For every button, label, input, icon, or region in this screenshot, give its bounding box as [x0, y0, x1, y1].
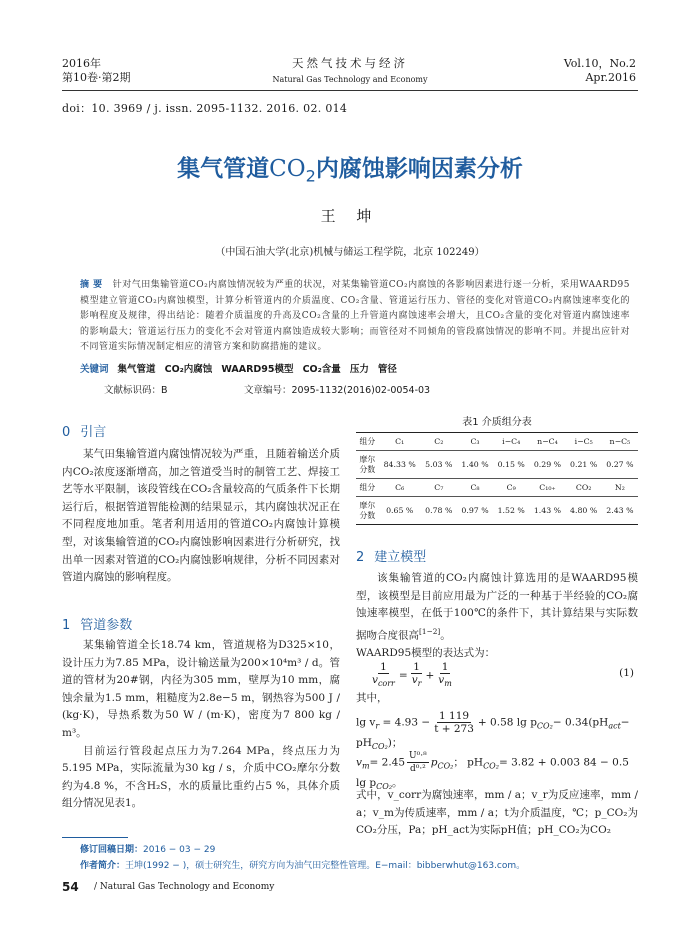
eq1-t1-den-sub: r [417, 679, 422, 689]
eq1-lhs-den: v [372, 674, 378, 686]
table-cell: 0.78 % [421, 497, 457, 525]
section-number: 2 [356, 550, 365, 565]
author-bio-text: 王坤(1992 − )，硕士研究生，研究方向为油气田完整性管理。E−mail：bibberwhut@163.com。 [125, 861, 526, 871]
eq2-c-sub: CO₂ [536, 721, 553, 731]
section-0-heading [62, 421, 106, 440]
eq3-b: = 2.45 [369, 756, 406, 769]
eq2-a-sub: r [375, 721, 380, 731]
table-row [356, 451, 638, 479]
article-number: 文章编号：2095-1132(2016)02-0054-03 [244, 385, 431, 396]
model-paragraph-2: WAARD95模型的表达式为： [356, 646, 496, 659]
table-cell: C₁₀₊ [529, 479, 565, 497]
eq1-term2 [436, 661, 454, 690]
table-row [356, 433, 638, 451]
received-date [80, 842, 525, 858]
intro-paragraph: 某气田集输管道内腐蚀情况较为严重，且随着输送介质内CO₂浓度逐渐增高，加之管道受当时的制管工艺、焊接工艺等水平限制，该段管线在CO₂含量较高的气质条件下长期运行后，根据管道智能检测的结果显示，其内腐蚀状况正在不同程度地加重。笔者利用适用的管道CO₂内腐蚀计算模型，对该集输管道的CO₂内腐蚀影响因素进行分析研究，找出单一因素对管道的CO₂内腐蚀影响规律，分析不同因素对管道内腐蚀的影响程度。 [62, 448, 340, 584]
table-cell: 组分 [356, 479, 379, 497]
keywords [80, 361, 397, 375]
where-label: 其中， [356, 692, 388, 704]
document-code: 文献标识码：B [104, 385, 168, 396]
keyword-item: CO₂含量 [302, 364, 341, 375]
footnote [80, 842, 525, 874]
equation-3 [356, 750, 638, 792]
eq1-lhs-num: 1 [380, 661, 387, 673]
model-body [356, 570, 638, 662]
title-part-co: CO [269, 156, 306, 182]
eq1-lhs-den-sub: corr [377, 679, 395, 689]
doi: doi：10. 3969 / j. issn. 2095-1132. 2016. 02. 014 [62, 102, 348, 115]
model-text-tail: 。 [440, 629, 451, 642]
eq2-frac-num: 1 119 [439, 710, 470, 722]
eq1-term1 [410, 661, 424, 690]
table-cell: 4.80 % [566, 497, 602, 525]
paper-title [0, 150, 700, 186]
row-label-line: 摩尔 [359, 454, 376, 464]
params-body [62, 637, 340, 813]
table-cell: CO₂ [566, 479, 602, 497]
header-center [200, 55, 500, 84]
table-cell: N₂ [602, 479, 638, 497]
page-number: 54 [62, 880, 79, 894]
footnote-divider [62, 837, 128, 838]
section-number: 1 [62, 618, 71, 633]
eq2-c: + 0.58 lg p [477, 716, 537, 729]
eq3-d: ； pH [453, 756, 484, 769]
eq3-e-sub: CO₂ [376, 782, 393, 792]
row-label-line: 分数 [359, 510, 376, 520]
eq1-t2-num: 1 [441, 661, 449, 673]
eq3-d-sub: CO₂ [483, 761, 499, 771]
received-label: 修订回稿日期： [80, 845, 144, 855]
table-cell: 0.29 % [529, 451, 565, 479]
model-text: 该集输管道的CO₂内腐蚀计算选用的是WAARD95模型，该模型是目前应用最为广泛的一种基于半经验的CO₂腐蚀速率模型，在低于100℃的条件下，其计算结果与实际数据吻合度很高 [356, 572, 638, 642]
header-volume-issue: 第10卷·第2期 [62, 71, 131, 84]
composition-table [356, 432, 638, 525]
table-cell: 1.43 % [529, 497, 565, 525]
params-paragraph-1: 某集输管道全长18.74 km，管道规格为D325×10，设计压力为7.85 MPa，设计输送量为200×10⁴m³ / d。管道的管材为20#钢，内径为305 mm，壁厚为10 mm，腐蚀余量为1.5 mm，粗糙度为2.8e−5 m，钢热容为500 J / (kg·K)，导热系数为50 W / (m·K)，密度为7 800 kg / m³。 [62, 639, 340, 739]
equation-2 [356, 710, 638, 752]
eq1-t2-den-sub: m [444, 679, 452, 689]
eq3-f: 。 [392, 777, 403, 789]
keyword-item: 集气管道 [117, 364, 156, 375]
row-label-line: 分数 [359, 464, 376, 474]
journal-title-en: Natural Gas Technology and Economy [272, 75, 428, 84]
table-cell: 84.33 % [379, 451, 421, 479]
eq2-a: lg v [356, 716, 376, 729]
header-date-en: Apr.2016 [585, 71, 636, 84]
equation-1: $\frac{1}{v_{corr}}$ = $\frac{1}{v_r}$ + $\frac{1}{v_m}$ (1) [372, 661, 634, 689]
section-number: 0 [62, 425, 71, 440]
table-cell: i−C₅ [566, 433, 602, 451]
table-row [356, 479, 638, 497]
intro-body [62, 446, 340, 587]
table-cell: 组分 [356, 433, 379, 451]
abstract [80, 278, 630, 356]
eq1-t2-den: v [438, 674, 445, 686]
table-row-label [356, 451, 379, 479]
section-2-heading [356, 546, 426, 565]
table-row-label [356, 497, 379, 525]
table-cell: 1.40 % [457, 451, 493, 479]
eq3-frac [407, 750, 429, 775]
eq2-d: − 0.34(pH [552, 716, 609, 729]
table-cell: 0.65 % [379, 497, 421, 525]
section-title: 管道参数 [80, 618, 133, 633]
table-cell: 0.97 % [457, 497, 493, 525]
abstract-label: 摘 要 [80, 280, 103, 290]
title-part-d: 内腐蚀影响因素分析 [315, 156, 523, 182]
section-title: 引言 [80, 425, 107, 440]
eq3-frac-den: d⁰·² [409, 764, 426, 774]
table-cell: 2.43 % [602, 497, 638, 525]
row-label-line: 摩尔 [359, 500, 376, 510]
model-paragraph-1 [356, 570, 638, 645]
section-1-heading [62, 614, 132, 633]
eq3-a-sub: m [361, 761, 370, 771]
section-title: 建立模型 [374, 550, 427, 565]
eq3-e: = 3.82 + 0.003 84 − 0.5 lg p [356, 756, 629, 789]
author-bio-label: 作者简介： [80, 861, 126, 871]
eq2-d-sub: act [608, 721, 621, 731]
author-bio [80, 858, 525, 874]
eq1-lhs [370, 661, 397, 690]
equation-number: (1) [619, 667, 634, 679]
table-cell: C₈ [457, 479, 493, 497]
header-left [62, 57, 131, 85]
table-cell: C₆ [379, 479, 421, 497]
citation: [1−2] [419, 626, 441, 636]
params-paragraph-2: 目前运行管段起点压力为7.264 MPa，终点压力为5.195 MPa，实际流量为30 kg / s，介质中CO₂摩尔分数约为4.8 %，不含H₂S，水的质量比重约占5 %，具体介质组分情况见表1。 [62, 744, 340, 810]
eq1-t1-num: 1 [413, 661, 420, 673]
table-cell: 1.52 % [493, 497, 529, 525]
eq1-t1-den: v [411, 674, 418, 686]
received-value: 2016 − 03 − 29 [143, 845, 216, 855]
title-part-sub: 2 [305, 166, 316, 186]
table-cell: n−C₄ [529, 433, 565, 451]
eq3-frac-num: U⁰·⁸ [409, 751, 427, 761]
journal-title-cn: 天然气技术与经济 [292, 56, 408, 70]
table-cell: C₂ [421, 433, 457, 451]
table-cell: C₇ [421, 479, 457, 497]
table-caption: 表1 介质组分表 [462, 417, 532, 428]
table-cell: 0.15 % [493, 451, 529, 479]
eq2-e: − pH [356, 716, 630, 749]
table-row [356, 497, 638, 525]
table-cell: C₁ [379, 433, 421, 451]
keyword-item: WAARD95模型 [221, 364, 294, 375]
table-cell: n−C₅ [602, 433, 638, 451]
title-part-a: 集气管道 [177, 156, 270, 182]
eq2-frac-den: t + 273 [434, 723, 474, 735]
table-cell: 5.03 % [421, 451, 457, 479]
header-year: 2016年 [62, 57, 101, 70]
header-divider [62, 90, 638, 91]
keyword-item: 管径 [377, 364, 397, 375]
eq3-a: v [356, 756, 362, 769]
model-paragraph-3: 式中，v_corr为腐蚀速率，mm / a；v_r为反应速率，mm / a；v_m为传质速率，mm / a；t为介质温度，℃；p_CO₂为CO₂分压，Pa；pH_act为实际pH值；pH_CO₂为CO₂ [356, 789, 638, 837]
abstract-text: 针对气田集输管道CO₂内腐蚀情况较为严重的状况，对某集输管道CO₂内腐蚀的各影响因素进行逐一分析，采用WAARD95模型建立管道CO₂内腐蚀模型，计算分析管道内的介质温度、CO₂含量、管道运行压力、管径的变化对管道CO₂内腐蚀速率变化的影响程度及规律，得出结论：随着介质温度的升高及CO₂含量的上升管道内腐蚀速率会增大，且CO₂含量的变化对管道内腐蚀速率的影响最大；管道运行压力的变化不会对管道内腐蚀造成较大影响；而管径对不同倾角的管段腐蚀情况的影响不同。并提出应针对不同管道实际情况制定相应的清管方案和防腐措施的建议。 [80, 280, 630, 352]
keywords-label: 关键词 [80, 364, 109, 375]
keyword-item: 压力 [349, 364, 369, 375]
variable-definitions [356, 787, 638, 840]
keyword-item: CO₂内腐蚀 [164, 364, 213, 375]
eq2-e-sub: CO₂ [371, 742, 388, 752]
table-cell: 0.27 % [602, 451, 638, 479]
eq2-frac [432, 710, 476, 735]
eq2-b: = 4.93 − [379, 716, 431, 729]
page-footer-journal: / Natural Gas Technology and Economy [94, 882, 275, 892]
affiliation: （中国石油大学(北京)机械与储运工程学院，北京 102249） [215, 247, 485, 258]
header-vol-en: Vol.10，No.2 [563, 57, 636, 70]
eq3-c-sub: CO₂ [437, 761, 454, 771]
table-cell: i−C₄ [493, 433, 529, 451]
table-cell: C₃ [457, 433, 493, 451]
eq2-f: )； [387, 737, 403, 749]
table-cell: C₉ [493, 479, 529, 497]
eq3-c: p [430, 756, 438, 769]
table-cell: 0.21 % [566, 451, 602, 479]
author-name: 王 坤 [320, 207, 380, 225]
header-right [564, 57, 636, 85]
